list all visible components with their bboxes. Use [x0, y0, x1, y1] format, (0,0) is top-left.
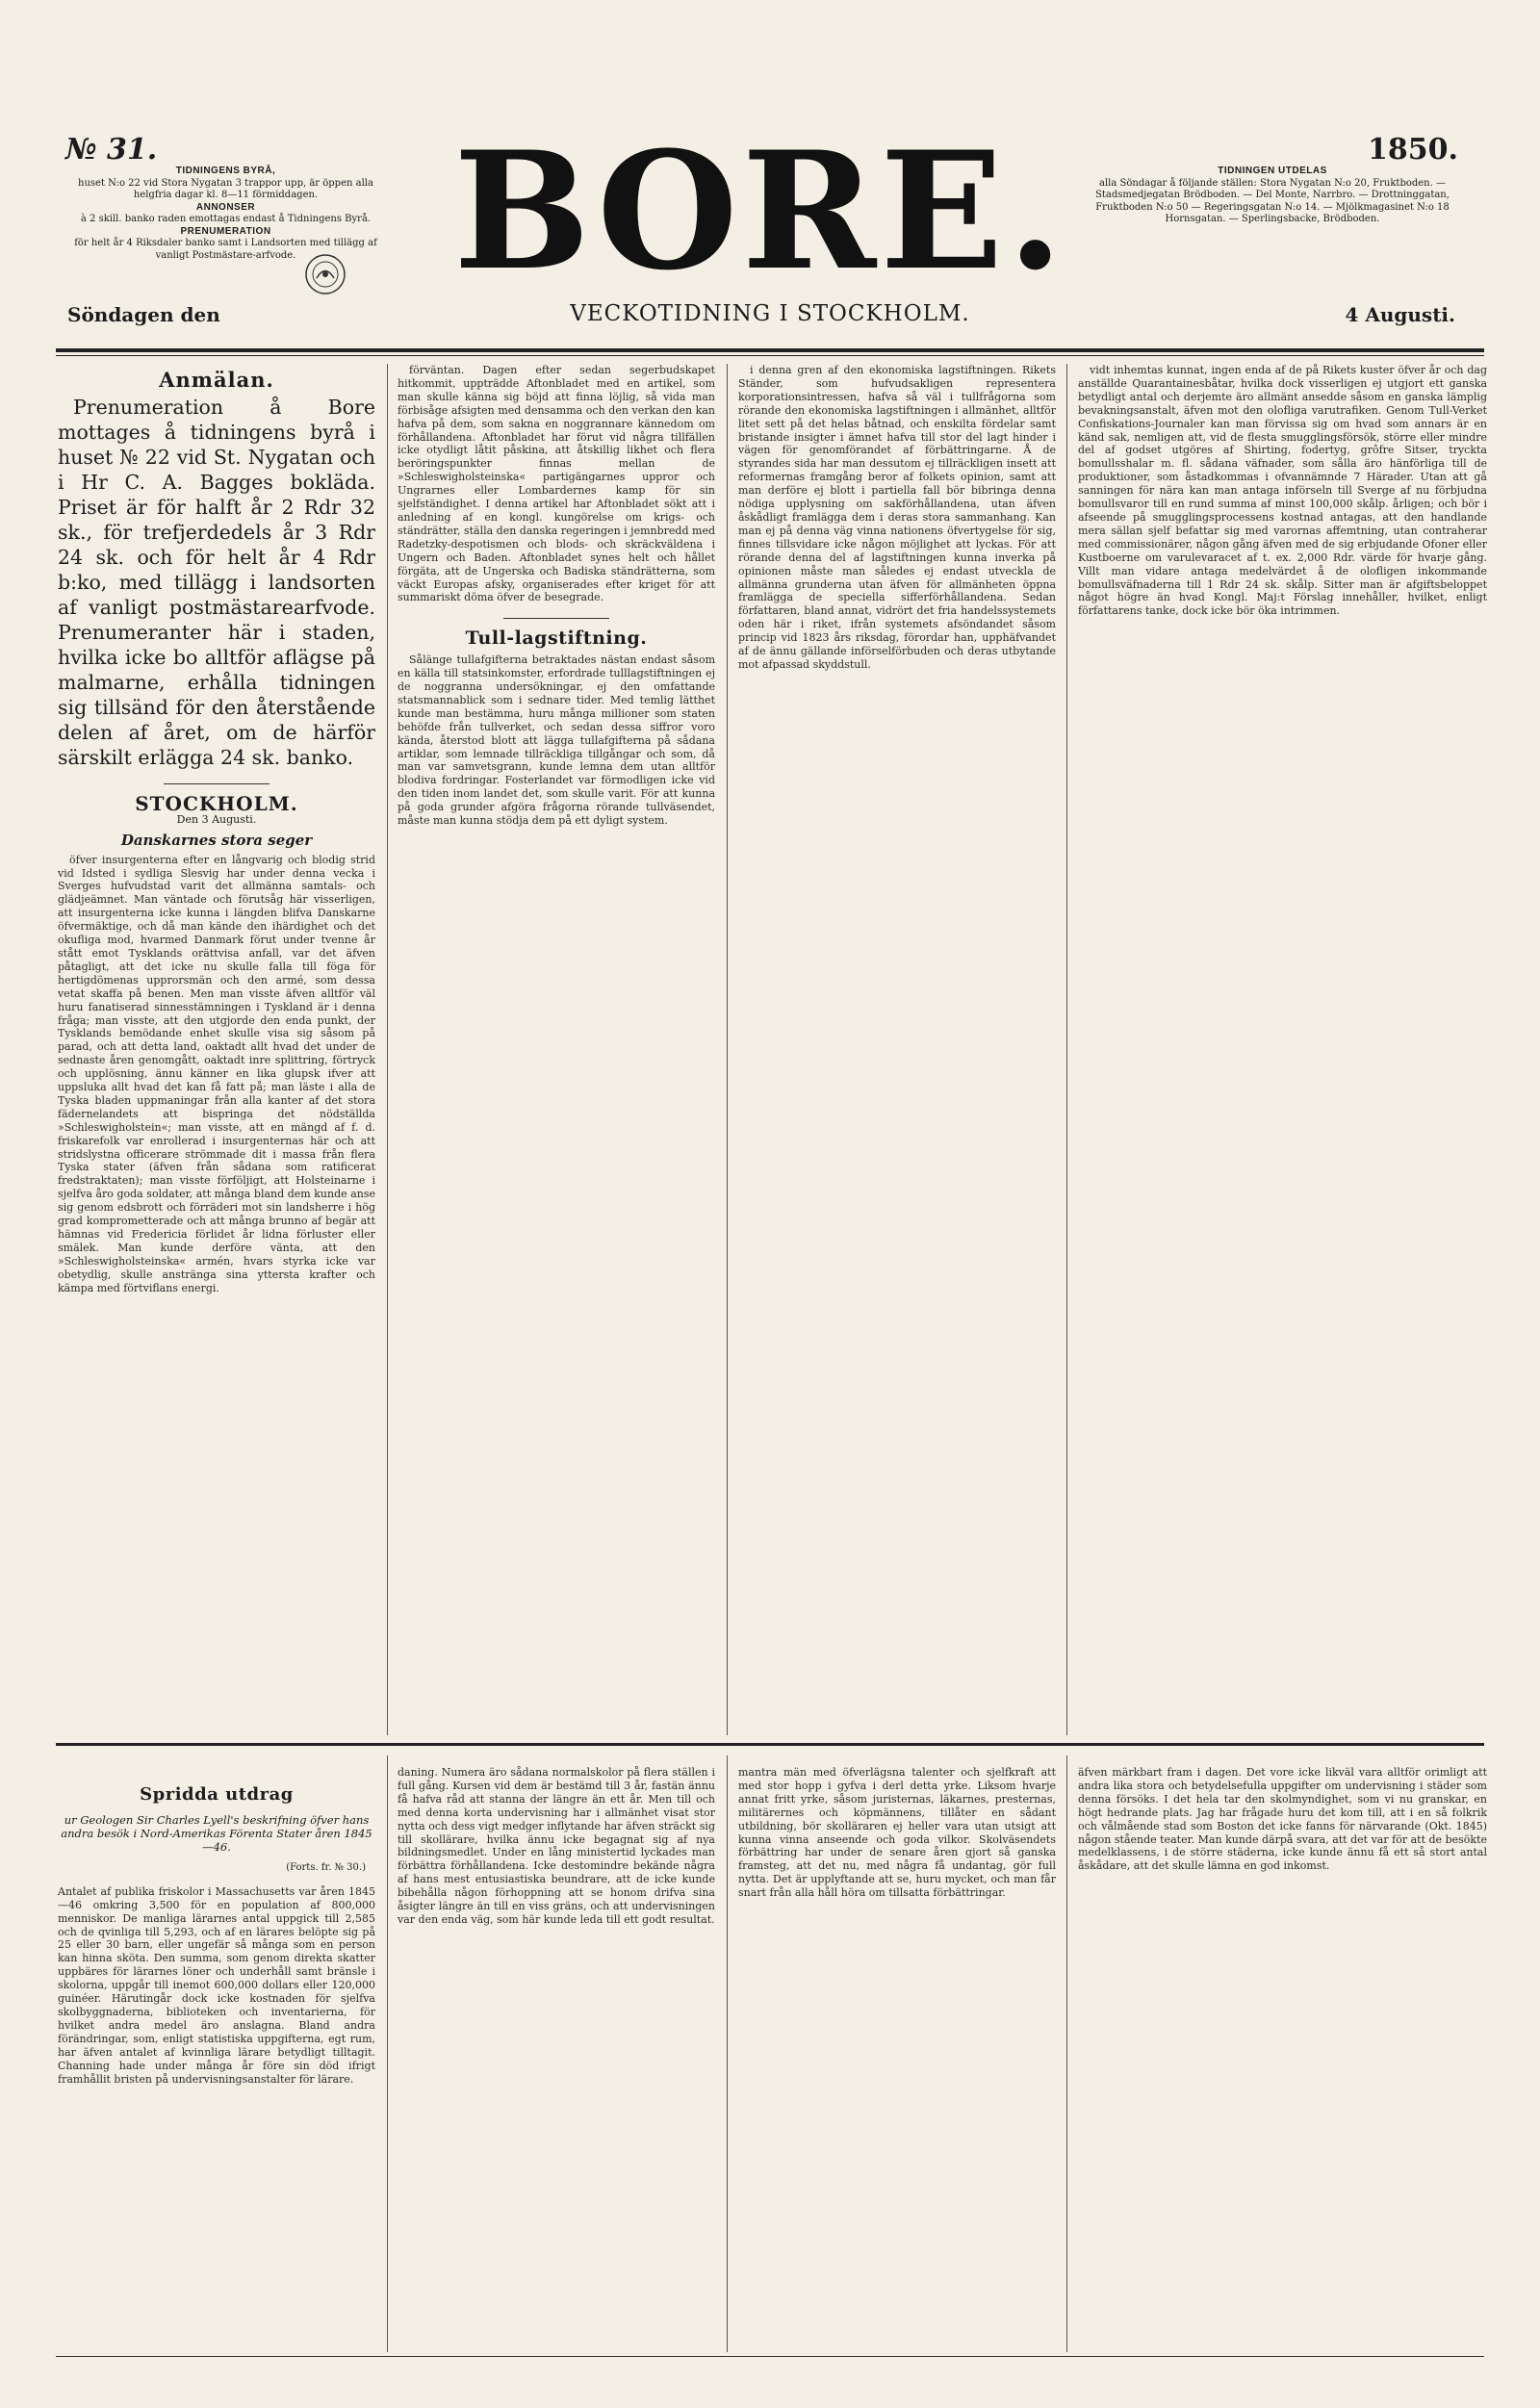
announcement-title: Anmälan.: [159, 368, 274, 392]
distribution-head: TIDNINGEN UTDELAS: [1218, 166, 1327, 176]
subscription-head: PRENUMERATION: [180, 225, 271, 237]
column-rule: [1066, 364, 1067, 1735]
excerpts-text-3: mantra män med öfverlägsna talenter och sjelfkraft att med stor hopp i gyfva i derl detta yrke. Liksom hvarje annat fritt yrke, såsom juristernas, läkarnes, presternas, militärernes och köpmännens, tillåter en sådant utbildning, bör skolläraren ej heller vara utan utsigt att kunna vinna anseende och goda vilkor. Skolväsendets förbättring har under de senare åren gjort så ganska framsteg, att det nu, med några få undantag, gör full nytta. Det är upplyftande att se, huru mycket, och man får snart från alla håll höra om tillsatta förbättringar.: [738, 1766, 1056, 1900]
subscription-text: för helt år 4 Riksdaler banko samt i Landsorten med tillägg af vanligt Postmästare-arfvode.: [74, 238, 377, 261]
bottom-rule: [56, 2356, 1484, 2357]
dateline-day: Söndagen den: [67, 303, 220, 326]
article-text: öfver insurgenterna efter en långvarig och blodig strid vid Idsted i sydliga Slesvig har under denna vecka i Sverges hufvudstad varit det allmänna samtals- och glädjeämnet. Man väntade och förutsåg här visserligen, att insurgenterna icke kunna i längden blifva Danskarne öfvermäktige, och då man kände den ihärdighet och det okufliga mod, hvarmed Danmark förut under tvenne år stått emot Tysklands orättvisa anfall, var det äfven påtagligt, att det icke nu skulle falla till föga för hertigdömenas upprorsmän och den armé, som dessa vetat skaffa på benen. Men man visste äfven alltför väl huru fanatiserad sinnesstämningen i Tyskland är i denna fråga; man visste, att den utgjorde den enda punkt, der Tysklands bemödande enhet skulle visa sig såsom på parad, och att detta land, oaktadt allt hvad det under de sednaste åren genomgått, oaktadt inre splittring, förtryck och upplösning, ännu känner en lika glupsk ifver att uppsluka allt hvad det kan få fatt på; man läste i alla de Tyska bladen uppmaningar från alla kanter af det stora fädernelandets att bispringa det nödställda »Schleswigholstein«; man visste, att en mängd af f. d. friskarefolk var enrollerad i insurgenternas här och att stridslystna officerare strömmade dit i massa från flera Tyska stater (äfven från sådana som ratificerat fredstraktaten); man visste förföljigt, att Holsteinarne i sjelfva åro goda soldater, att många bland dem kunde anse sig genom edsbrott och förräderi mot sin landsherre i hög grad komprometterade och att många brunno af begär att hämnas vid Fredericia förlidet år lidna förluster eller smälek. Man kunde derföre vänta, att den »Schleswigholsteinska« armén, hvars styrka icke var obetydlig, skulle anstränga sina yttersta krafter och kämpa med förtviflans energi.: [58, 853, 375, 1294]
bottom-column-2: [398, 1755, 715, 2352]
seal-icon: [303, 252, 347, 296]
announcement-text: Prenumeration å Bore mottages å tidningens byrå i huset № 22 vid St. Nygatan och i Hr C. A. Bagges bokläda. Priset är för halft år 2 Rdr 32 sk., för trefjerdedels år 3 Rdr 24 sk. och för helt år 4 Rdr b:ko, med tillägg i landsorten af vanligt postmästarearfvode. Prenumeranter här i staden, hvilka icke bo alltför aflägse på malmarne, erhålla tidningen sig tillsänd för den återstående delen af året, om de härför särskilt erlägga 24 sk. banko.: [58, 395, 375, 769]
column-3: [738, 364, 1056, 1735]
excerpts-text-4: äfven märkbart fram i dagen. Det vore icke likväl vara alltför orimligt att andra lika stora och betydelsefulla uppgifter om undervisning i städer som denna försöks. I det hela tar den skolmyndighet, som vi nu granskar, en högt hedrande plats. Jag har frågade huru det kom till, att i en så folkrik och vålmående stad som Boston det icke fanns för närvarande (Okt. 1845) någon stående teater. Man kunde därpå svara, att det var för att de besökte medelklassens, i de större städerna, icke kunde ännu få ett så stort antal åskådare, att det skulle lämna en god inkomst.: [1078, 1766, 1487, 1873]
column-2: [398, 364, 715, 1735]
masthead-rule-thin: [56, 355, 1484, 356]
column-rule: [727, 364, 728, 1735]
masthead-rule: [56, 348, 1484, 352]
column-rule: [1066, 1755, 1067, 2352]
column-3-text: i denna gren af den ekonomiska lagstiftningen. Rikets Ständer, som hufvudsakligen representera korporationsintressen, hafva så väl i tullfrågorna som rörande den ekonomiska lagstiftningen i allmänhet, alltför litet sett på det helas båtnad, och enskilta fördelar samt bristande insigter i ämnet hafva till stor del lagt hinder i vägen för genomförandet af förbättringarne. Å de styrandes sida har man dessutom ej tillräckligen insett att reformernas framgång beror af folkets opinion, samt att man derföre ej blott i partiella fall bör bibringa denna nödiga upplysning om sakförhållandena, utan äfven åskådligt framlägga dem i deras stora sammanhang. Kan man ej på denna väg vinna nationens öfvertygelse för sig, finnes tillsvidare icke någon möjlighet att lyckas. För att rörande denna del af lagstiftningen kunna inverka på opinionen måste man således ej endast utveckla de allmänna grunderna utan äfven för allmänheten öppna framlägga de speciella sifferförhållandena. Sedan författaren, bland annat, vidrört det fria handelssystemets oden här i riket, ifrån systemets afsöndandet såsom princip vid 1823 års riksdag, förordar han, upphäfvandet af de ännu gällande införselförbuden och deras utbytande mot afpassad skyddstull.: [738, 364, 1056, 671]
bottom-column-1: [58, 1755, 375, 2352]
excerpts-heading: Spridda utdrag: [140, 1784, 294, 1805]
excerpts-subheading: ur Geologen Sir Charles Lyell's beskrifning öfver hans andra besök i Nord-Amerikas Förenta Stater åren 1845—46.: [61, 1812, 372, 1854]
year: 1850.: [1368, 133, 1458, 167]
section-rule: [56, 1743, 1484, 1746]
column-4: [1078, 364, 1487, 1735]
column-rule: [387, 364, 388, 1735]
issue-number: № 31.: [65, 133, 158, 167]
column-4-text: vidt inhemtas kunnat, ingen enda af de på Rikets kuster öfver år och dag anställde Quarantainesbåtar, hvilka dock visserligen ej utgjort ett ganska betydligt antal och derjemte äro allmänt ansedde såsom en ganska lämplig bevakningsanstalt, äfven mot den olofliga varutrafiken. Genom Tull-Verket Confiskations-Journaler kan man förvissa sig om hvad som annars är en känd sak, nemligen att, vid de flesta smugglingsförsök, större eller mindre del af godset utgöres af Shirting, fodertyg, grôfre Sitser, tryckta bomullsshalar m. fl. sådana väfnader, som sålla äro hänförliga till de produktioner, som åstadkommas i ofvannämnde 7 Härader. Utan att gå sanningen för nära kan man antaga införseln till Sverge af nu förbjudna bomullsvaror till en rund summa af minst 100,000 skålp. årligen; och bör i afseende på smugglingsprocessens kostnad antagas, att den handlande mera sällan sjelf befattar sig med varornas affemtning, utan contraherar med commissionärer, någon gång äfven med de sig erbjudande Ofoner eller Kustboerne om varulevaracet af t. ex. 2,000 Rdr. värde för hvarje gång. Villt man vidare antaga medelvärdet å de olofligen inkommande bomullsväfnaderna till 1 Rdr 24 sk. skålp. Sitter man är afgiftsbeloppet något högre än hvad Kongl. Maj:t Förslag innehåller, hvilket, enligt författarens tanke, dock icke bör öka intrimmen.: [1078, 364, 1487, 618]
dateline-subtitle: VECKOTIDNING I STOCKHOLM.: [570, 301, 970, 326]
article-continued-text: förväntan. Dagen efter sedan segerbudskapet hitkommit, uppträdde Aftonbladet med en artikel, som man skulle känna sig böjd att finna löjlig, så vida man förbisåge afsigten med densamma och den verkan den kan hafva på dem, som sakna en noggrannare kännedom om förhållandena. Aftonbladet har förut vid några tillfällen icke otydligt låtit påskina, att åtskillig likhet och flera beröringspunkter finnas mellan de »Schleswigholsteinska« partigängarnes uppror och Ungrarnes eller Lombardernes kamp för sin sjelfständighet. I denna artikel har Aftonbladet sökt att i anledning af en kongl. kungörelse om krigs- och ständrätter, ställa den danska regeringen i jemnbredd med Radetzky-despotismen och blods- och skräckväldena i Ungern och Baden. Aftonbladet synes helt och hållet förgäta, att de Ungerska och Badiska ständrätterna, som väckt Europas afsky, organiserades efter kriget för att summariskt döma öfver de besegrade.: [398, 364, 715, 604]
newspaper-title: BORE.: [453, 115, 1067, 306]
adverts-head: ANNONSER: [195, 201, 256, 213]
distribution-text: alla Söndagar å följande ställen: Stora Nygatan N:o 20, Fruktboden. — Stadsmedjegatan Brödboden. — Del Monte, Narrbro. — Drottninggatan, Fruktboden N:o 50 — Regeringsgatan N:o 14. — Mjölkmagasinet N:o 18 Hornsgatan. — Sperlingsbacke, Brödboden.: [1095, 177, 1450, 224]
column-rule: [727, 1755, 728, 2352]
place-date: Den 3 Augusti.: [176, 812, 257, 826]
divider: [164, 783, 270, 784]
divider: [503, 618, 609, 619]
article-heading: Danskarnes stora seger: [120, 831, 313, 849]
dateline-date: 4 Augusti.: [1345, 303, 1455, 326]
excerpts-text-2: daning. Numera äro sådana normalskolor på flera ställen i full gång. Kursen vid dem är bestämd till 3 år, fastän ännu få hafva råd att stanna der längre än ett år. Men till och med denna korta undervisning har i allmänhet visat stor nytta och dess vigt medger inflytande har äfven sträckt sig till skollärare, hvilka ännu icke begagnat sig af nya bildningsmedlet. Under en lång ministertid lyckades man förbättra förhållandena. Icke destomindre bekände några af hans mest entusiastiska beundrare, att de icke kunde bibehålla någon förhoppning att se honom drifva sina åsigter längre än till en viss gräns, och att undervisningen var den enda väg, som här kunde leda till ett godt resultat.: [398, 1766, 715, 1926]
column-1: [58, 364, 375, 1735]
column-rule: [387, 1755, 388, 2352]
excerpts-text: Antalet af publika friskolor i Massachusetts var åren 1845—46 omkring 3,500 för en population af 800,000 menniskor. De manliga lärarnes antal uppgick till 2,585 och de qvinliga till 5,293, och af en lärares belöpte sig på 25 eller 30 barn, eller ungefär så många som en person kan hinna sköta. Den summa, som genom direkta skatter uppbäres för lärarnes löner och underhåll samt bränsle i skolorna, uppgår till inemot 600,000 dollars eller 120,000 guinéer. Härutingår dock icke kostnaden för sjelfva skolbyggnaderna, biblioteken och inventarierna, för hvilket andra medel äro anslagna. Bland andra förändringar, som, enligt statistiska uppgifterna, egt rum, har äfven antalet af kvinnliga lärare betydligt tilltagit. Channing hade under många år före sin död ifrigt framhållit bristen på undervisningsanstalter för lärare.: [58, 1884, 375, 2086]
place-heading: STOCKHOLM.: [135, 791, 298, 815]
bottom-column-4: [1078, 1755, 1487, 2352]
adverts-text: à 2 skill. banko raden emottagas endast å Tidningens Byrå.: [80, 214, 372, 224]
office-text: huset N:o 22 vid Stora Nygatan 3 trappor upp, är öppen alla helgfria dagar kl. 8—11 förmiddagen.: [78, 177, 373, 200]
continued-note: (Forts. fr. № 30.): [286, 1861, 366, 1873]
section-heading: Tull-lagstiftning.: [465, 628, 648, 650]
distribution-info: [1070, 166, 1475, 226]
bottom-column-3: [738, 1755, 1056, 2352]
section-text: Sålänge tullafgifterna betraktades nästan endast såsom en källa till statsinkomster, erfordrade tulllagstiftningen ej de noggranna undersökningar, ej den omfattande statsmannablick som i sednare tider. Med temlig lätthet kunde man bestämma, huru många millioner som staten behöfde från tullverket, och sedan dessa siffror voro kända, återstod blott att lägga tullafgifterna på sådana artiklar, som lemnade tillräckliga tillgångar och som, då man var samvetsgrann, kunde lemna dem utan alltför blodiva fordringar. Fosterlandet var förmodligen icke vid den tiden inom landet det, som skulle varit. För att kunna på goda grunder afgöra frågorna rörande tullväsendet, måste man kunna stödja dem på ett dyligt system.: [398, 653, 715, 828]
office-head: TIDNINGENS BYRÅ,: [175, 166, 276, 176]
office-info: [60, 166, 392, 262]
